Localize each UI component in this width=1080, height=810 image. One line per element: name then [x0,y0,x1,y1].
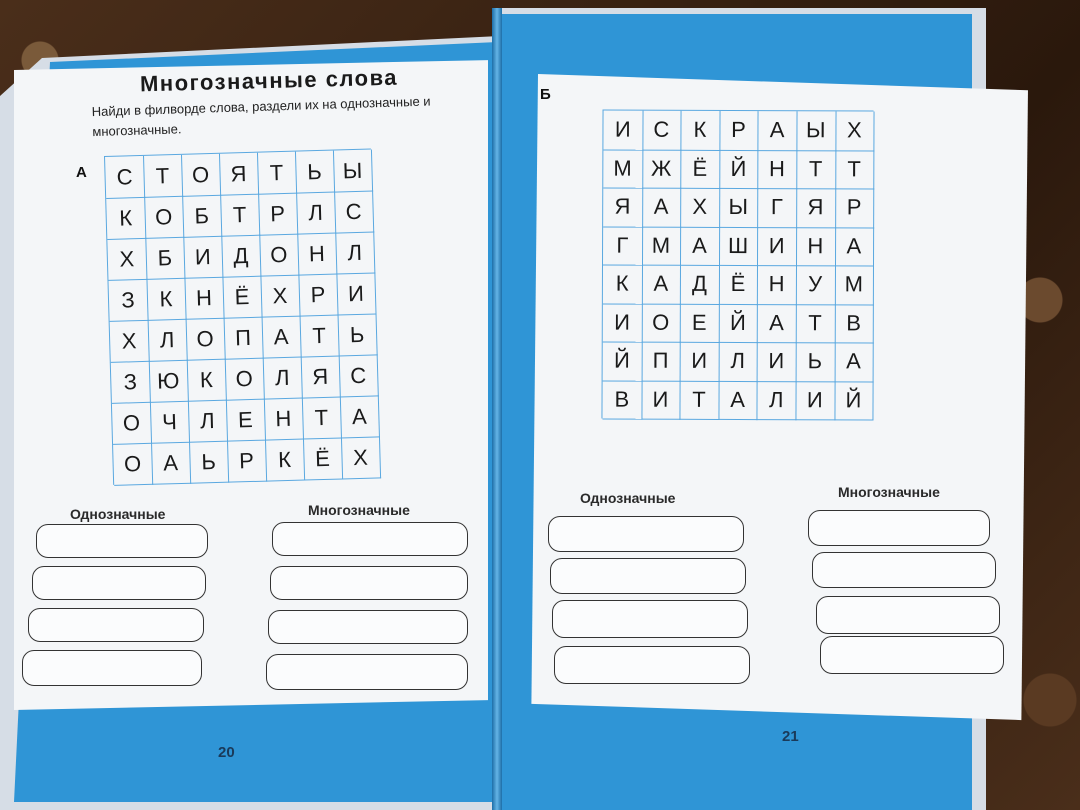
grid-b-cell[interactable]: А [642,188,682,228]
grid-b-cell[interactable]: А [757,304,797,344]
grid-b-cell[interactable]: А [758,111,798,151]
word-search-grid-a [104,149,380,485]
grid-b-cell[interactable]: Д [680,265,720,305]
grid-a-cell[interactable]: Т [143,155,183,198]
grid-b-cell[interactable]: Ж [642,149,682,189]
grid-a-cell[interactable]: Б [145,237,185,280]
grid-a-cell[interactable]: Ю [149,360,189,403]
grid-b-cell[interactable]: М [834,265,874,305]
grid-b-cell[interactable]: Н [796,227,836,267]
grid-a-cell[interactable]: Л [148,319,188,362]
grid-b-cell[interactable]: Ы [719,188,759,228]
grid-a-cell[interactable]: О [113,443,153,486]
single-meaning-heading-a: Однозначные [70,506,166,522]
grid-b-cell[interactable]: Й [834,381,874,421]
grid-a-cell[interactable]: Р [227,440,267,483]
grid-a-cell[interactable]: Р [298,274,338,317]
grid-b-cell[interactable]: Е [680,303,720,343]
grid-a-cell[interactable]: Т [220,194,260,237]
answer-box-multi-a-1[interactable] [272,522,468,556]
grid-a-cell[interactable]: Н [184,277,224,320]
grid-a-cell[interactable]: О [181,154,221,197]
grid-a-cell[interactable]: Я [219,153,259,196]
grid-b-cell[interactable]: Р [835,188,875,228]
grid-b-cell[interactable]: Ь [796,342,836,382]
grid-a-cell[interactable]: О [144,196,184,239]
grid-a-cell[interactable]: Е [226,399,266,442]
grid-a-cell[interactable]: Д [221,235,261,278]
grid-a-cell[interactable]: Т [300,315,340,358]
grid-b-cell[interactable]: Л [718,342,758,382]
grid-b-cell[interactable]: Л [757,381,797,421]
grid-a-cell[interactable]: С [339,354,379,397]
grid-b-cell[interactable]: А [834,342,874,382]
answer-box-single-b-4[interactable] [554,646,750,684]
grid-b-cell[interactable]: И [680,342,720,382]
instruction-text: Найди в филворде слова, раздели их на однозначные и многозначные. [91,93,431,140]
grid-a-cell[interactable]: Я [301,355,341,398]
grid-a-cell[interactable]: Х [110,320,150,363]
answer-box-single-b-2[interactable] [550,558,746,594]
answer-box-single-a-2[interactable] [32,566,206,600]
grid-b-cell[interactable]: Й [719,303,759,343]
grid-a-cell[interactable]: И [183,236,223,279]
grid-b-cell[interactable]: С [642,111,682,151]
grid-b-cell[interactable]: Т [680,380,720,420]
answer-box-single-a-1[interactable] [36,524,208,558]
grid-b-cell[interactable]: Т [835,150,875,190]
grid-a-cell[interactable]: З [108,279,148,322]
grid-a-cell[interactable]: Л [263,357,303,400]
grid-a-cell[interactable]: Л [188,400,228,443]
grid-a-cell[interactable]: О [225,358,265,401]
grid-a-cell[interactable]: Т [302,396,342,439]
grid-a-cell[interactable]: П [224,317,264,360]
answer-box-multi-b-1[interactable] [808,510,990,546]
multi-meaning-heading-a: Многозначные [308,502,410,518]
grid-b-cell[interactable]: И [757,342,797,382]
grid-b-cell[interactable]: Я [796,188,836,228]
grid-b-cell[interactable]: Й [603,342,643,382]
answer-box-multi-a-3[interactable] [268,610,468,644]
answer-box-multi-a-2[interactable] [270,566,468,600]
grid-b-cell[interactable]: Н [758,150,798,190]
grid-b-cell[interactable]: М [603,149,643,189]
grid-a-cell[interactable]: Ь [189,441,229,484]
grid-a-cell[interactable]: Л [296,192,336,235]
grid-b-cell[interactable]: У [796,265,836,305]
word-search-grid-b [601,110,873,420]
grid-a-cell[interactable]: А [340,395,380,438]
answer-box-multi-b-2[interactable] [812,552,996,588]
grid-b-cell[interactable]: Й [719,149,759,189]
grid-a-cell[interactable]: К [187,359,227,402]
page-number-right: 21 [782,728,799,745]
grid-b-cell[interactable]: М [642,226,682,266]
grid-b-cell[interactable]: В [602,380,642,420]
grid-b-cell[interactable]: В [834,304,874,344]
grid-a-cell[interactable]: Р [258,193,298,236]
section-label-a: А [76,164,87,181]
grid-b-cell[interactable]: И [603,111,643,151]
grid-b-cell[interactable]: Ы [796,111,836,151]
grid-b-cell[interactable]: К [603,265,643,305]
grid-b-cell[interactable]: А [718,380,758,420]
grid-b-cell[interactable]: Я [603,188,643,228]
grid-a-cell[interactable]: К [106,197,146,240]
answer-box-multi-b-4[interactable] [820,636,1004,674]
grid-a-cell[interactable]: З [111,361,151,404]
multi-meaning-heading-b: Многозначные [838,484,940,500]
grid-b-cell[interactable]: А [835,227,875,267]
grid-a-cell[interactable]: Н [297,233,337,276]
grid-a-cell[interactable]: Т [257,152,297,195]
answer-box-single-b-1[interactable] [548,516,744,552]
grid-b-cell[interactable]: А [641,265,681,305]
grid-a-cell[interactable]: Б [182,195,222,238]
grid-a-cell[interactable]: Ё [222,276,262,319]
grid-b-cell[interactable]: Г [603,226,643,266]
grid-b-cell[interactable]: Н [757,265,797,305]
grid-b-cell[interactable]: А [680,226,720,266]
page-title: Многозначные слова [139,64,399,97]
grid-a-cell[interactable]: Х [260,275,300,318]
grid-a-cell[interactable]: Н [264,398,304,441]
grid-a-cell[interactable]: Ь [338,313,378,356]
grid-b-cell[interactable]: Ё [680,149,720,189]
single-meaning-heading-b: Однозначные [580,490,676,506]
grid-a-cell[interactable]: К [146,278,186,321]
grid-b-cell[interactable]: К [681,111,721,151]
grid-b-cell[interactable]: Ё [719,265,759,305]
grid-a-cell[interactable]: А [262,316,302,359]
page-number-left: 20 [218,744,235,761]
grid-b-cell[interactable]: Т [796,304,836,344]
grid-a-cell[interactable]: Х [107,238,147,281]
answer-box-multi-a-4[interactable] [266,654,468,690]
book-spine [492,8,502,810]
grid-b-cell[interactable]: Ш [719,226,759,266]
grid-a-cell[interactable]: Ё [303,437,343,480]
grid-b-cell[interactable]: Х [835,111,875,151]
grid-b-cell[interactable]: О [641,303,681,343]
grid-a-cell[interactable]: Х [341,436,381,479]
grid-b-cell[interactable]: И [757,227,797,267]
grid-b-cell[interactable]: Г [758,188,798,228]
grid-a-cell[interactable]: Ч [150,401,190,444]
answer-box-single-a-3[interactable] [28,608,204,642]
grid-a-cell[interactable]: А [151,442,191,485]
grid-b-cell[interactable]: И [795,381,835,421]
grid-a-cell[interactable]: С [334,191,374,234]
answer-box-single-b-3[interactable] [552,600,748,638]
grid-a-cell[interactable]: О [112,402,152,445]
grid-b-cell[interactable]: И [641,380,681,420]
grid-a-cell[interactable]: О [259,234,299,277]
grid-b-cell[interactable]: Р [719,111,759,151]
section-label-b: Б [540,86,551,103]
grid-a-cell[interactable]: О [186,318,226,361]
answer-box-single-a-4[interactable] [22,650,202,686]
answer-box-multi-b-3[interactable] [816,596,1000,634]
grid-b-cell[interactable]: П [641,342,681,382]
grid-a-cell[interactable]: И [336,272,376,315]
grid-a-cell[interactable]: Ы [333,150,373,193]
grid-a-cell[interactable]: Л [335,231,375,274]
grid-a-cell[interactable]: Ь [295,151,335,194]
grid-b-cell[interactable]: Т [796,150,836,190]
grid-a-cell[interactable]: С [105,156,145,199]
grid-b-cell[interactable]: Х [680,188,720,228]
grid-b-cell[interactable]: И [603,303,643,343]
grid-a-cell[interactable]: К [265,439,305,482]
